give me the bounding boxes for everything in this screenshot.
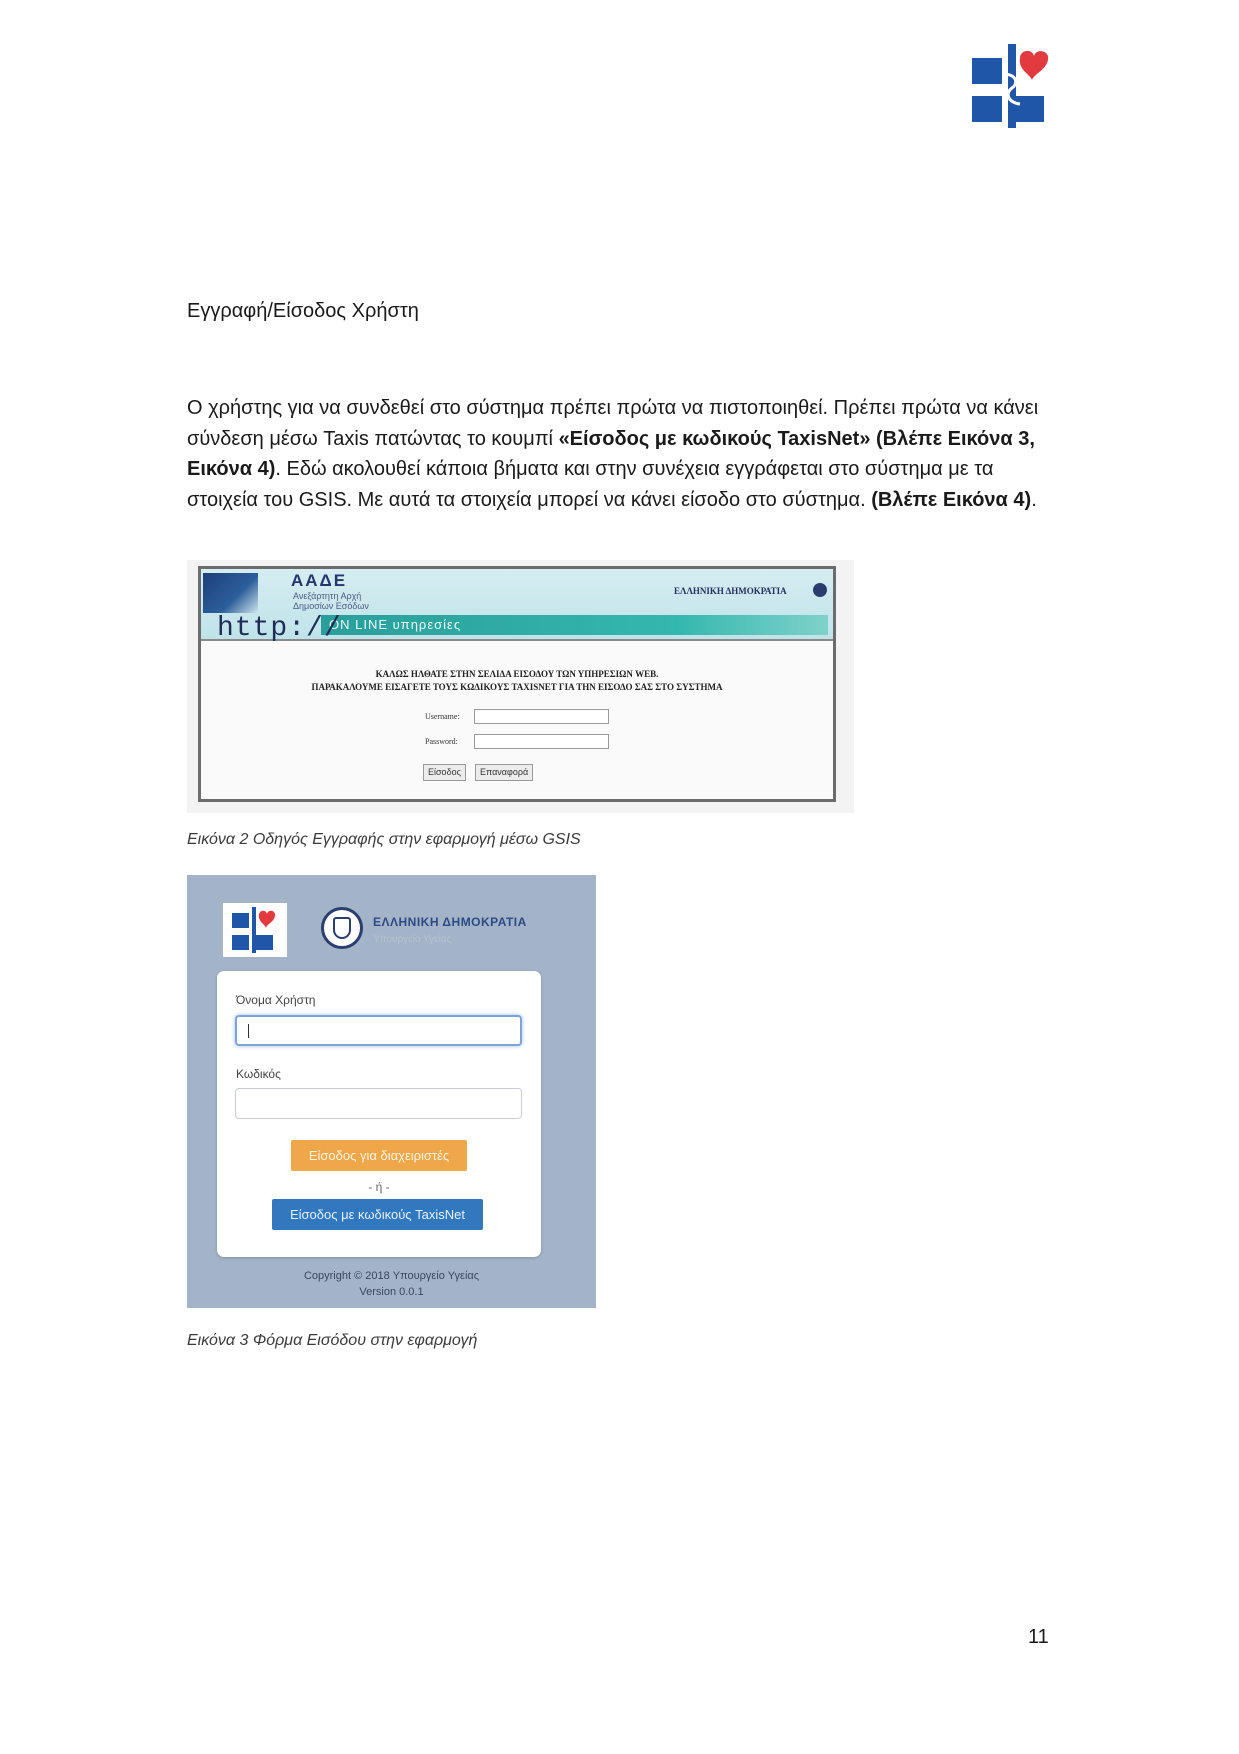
figure-3-caption: Εικόνα 3 Φόρμα Εισόδου στην εφαρμογή	[187, 1332, 478, 1349]
gsis-login-button[interactable]: Είσοδος	[423, 764, 466, 781]
page-number: 11	[1028, 1626, 1049, 1648]
admin-login-button[interactable]: Είσοδος για διαχειριστές	[291, 1140, 467, 1171]
username-label: Όνομα Χρήστη	[236, 993, 316, 1007]
username-input[interactable]	[235, 1015, 522, 1046]
login-republic-label: ΕΛΛΗΝΙΚΗ ΔΗΜΟΚΡΑΤΙΑ	[373, 915, 527, 929]
login-ministry-label: Υπουργείο Υγείας	[373, 934, 452, 945]
gsis-username-label: Username:	[425, 712, 460, 721]
gsis-password-input[interactable]	[474, 734, 609, 749]
or-separator: - ή -	[368, 1180, 390, 1194]
copyright-text: Copyright © 2018 Υπουργείο Υγείας	[303, 1270, 480, 1282]
figure-2-caption: Εικόνα 2 Οδηγός Εγγραφής στην εφαρμογή μέσω GSIS	[187, 831, 581, 848]
aade-subtitle-1: Ανεξάρτητη Αρχή	[293, 591, 362, 601]
gsis-reset-button[interactable]: Επαναφορά	[475, 764, 533, 781]
online-services-bar	[321, 615, 828, 635]
globe-icon	[813, 583, 827, 597]
aade-logo-icon	[203, 573, 258, 613]
welcome-line-2: ΠΑΡΑΚΑΛΟΥΜΕ ΕΙΣΑΓΕΤΕ ΤΟΥΣ ΚΩΔΙΚΟΥΣ TAXISNET ΓΙΑ ΤΗΝ ΕΙΣΟΔΟ ΣΑΣ ΣΤΟ ΣΥΣΤΗΜΑ	[311, 682, 723, 692]
gsis-frame	[198, 566, 836, 802]
welcome-line-1: ΚΑΛΩΣ ΗΛΘΑΤΕ ΣΤΗΝ ΣΕΛΙΔΑ ΕΙΣΟΔΟΥ ΤΩΝ ΥΠΗΡΕΣΙΩΝ WEB.	[375, 669, 659, 679]
gsis-password-label: Password:	[425, 737, 458, 746]
aade-title: ΑΑΔΕ	[291, 571, 348, 590]
intro-paragraph: Ο χρήστης για να συνδεθεί στο σύστημα πρέπει πρώτα να πιστοποιηθεί. Πρέπει πρώτα να κάνει σύνδεση μέσω Taxis πατώντας το κουμπί «Είσοδος με κωδικούς TaxisNet» (Βλέπε Εικόνα 3, Εικόνα 4). Εδώ ακολουθεί κάποια βήματα και στην συνέχεια εγγράφεται στο σύστημα με τα στοιχεία του GSIS. Με αυτά τα στοιχεία μπορεί να κάνει είσοδο στο σύστημα. (Βλέπε Εικόνα 4).	[187, 397, 1039, 511]
http-text: http://	[217, 613, 342, 644]
password-input[interactable]	[235, 1088, 522, 1119]
ministry-health-logo-icon	[972, 44, 1054, 128]
aade-subtitle-2: Δημοσίων Εσόδων	[293, 601, 369, 611]
section-title: Εγγραφή/Είσοδος Χρήστη	[187, 300, 419, 322]
version-text: Version 0.0.1	[359, 1286, 424, 1298]
gsis-republic-label: ΕΛΛΗΝΙΚΗ ΔΗΜΟΚΡΑΤΙΑ	[674, 586, 787, 596]
app-login-screenshot	[187, 875, 596, 1308]
online-services-text: ON LINE υπηρεσίες	[329, 617, 462, 632]
gsis-login-screenshot	[187, 560, 854, 813]
greek-coat-of-arms-icon	[321, 907, 363, 949]
password-label: Κωδικός	[236, 1067, 281, 1081]
aade-banner	[201, 569, 833, 644]
gsis-username-input[interactable]	[474, 709, 609, 724]
login-card	[217, 971, 541, 1257]
taxisnet-login-button[interactable]: Είσοδος με κωδικούς TaxisNet	[272, 1199, 483, 1230]
ministry-health-logo-icon	[223, 903, 287, 957]
